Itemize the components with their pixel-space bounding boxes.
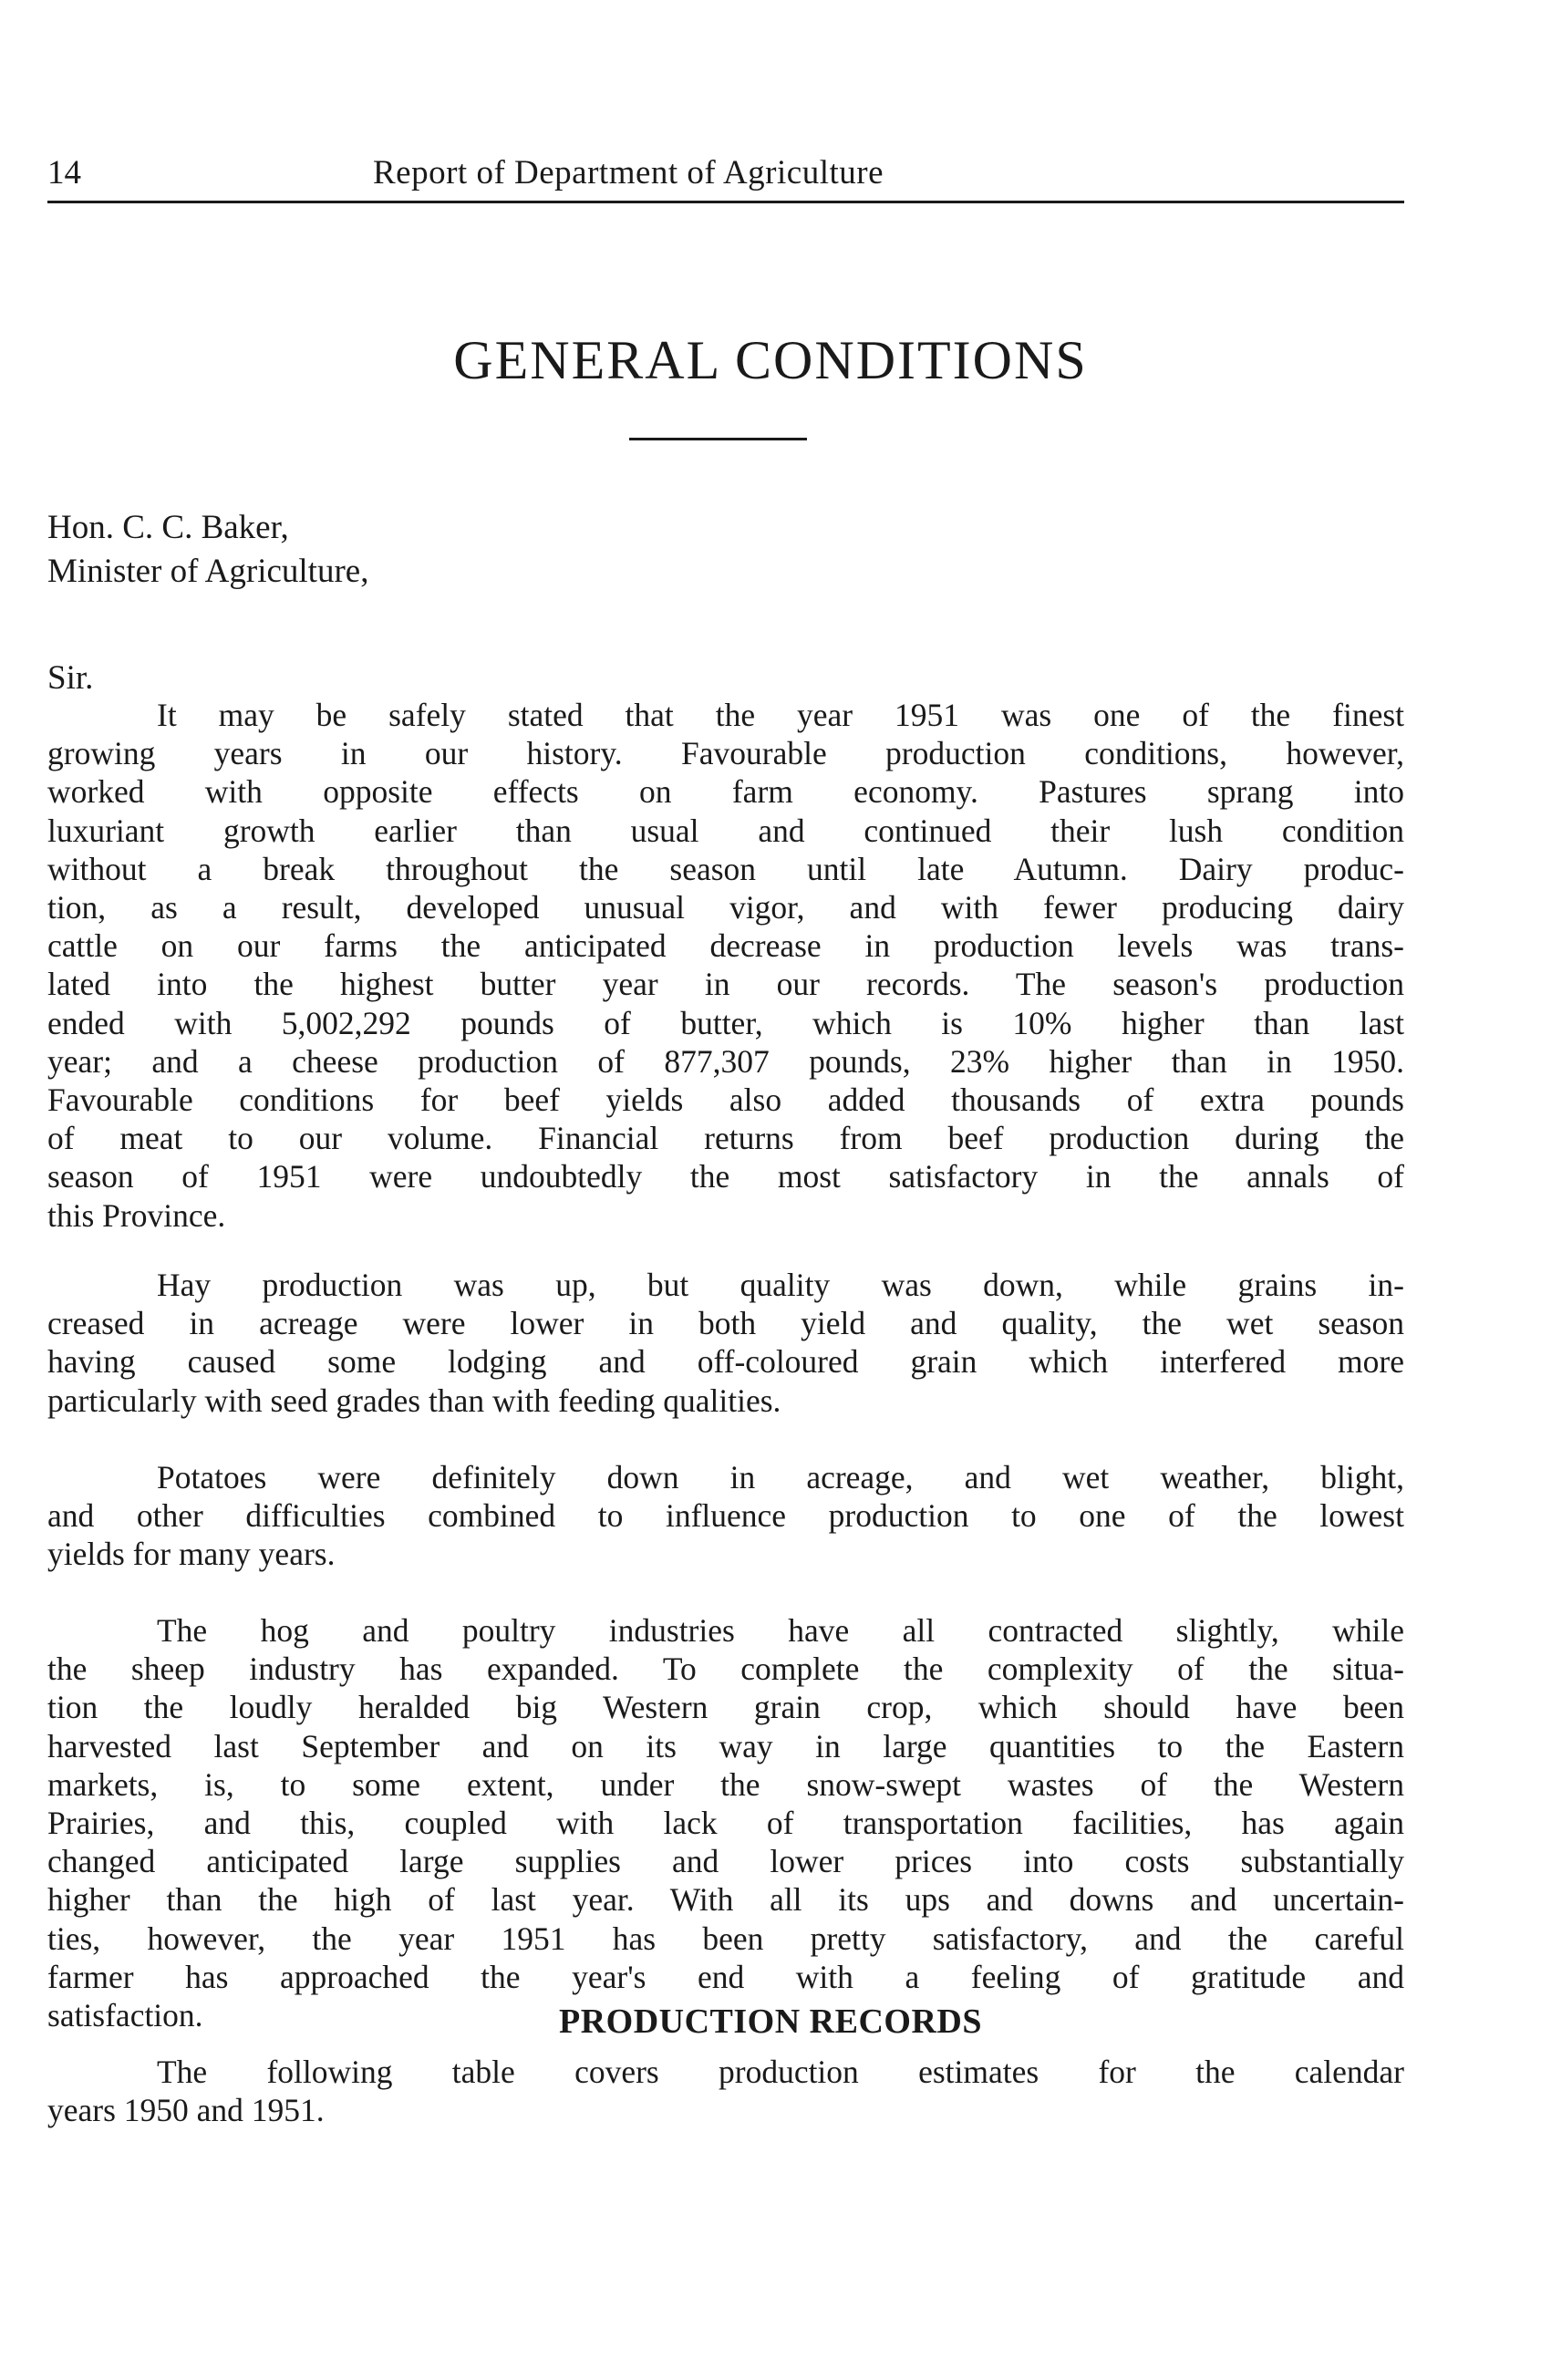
text-line: higher than the high of last year. With all its ups and downs and uncertain- [47, 1881, 1404, 1919]
text-line: luxuriant growth earlier than usual and continued their lush condition [47, 812, 1404, 849]
running-title: Report of Department of Agriculture [373, 154, 884, 191]
paragraph-hay-grains [47, 1266, 1404, 1420]
text-line: The hog and poultry industries have all contracted slightly, while [157, 1612, 1404, 1649]
text-line: having caused some lodging and off-coloured grain which interfered more [47, 1343, 1404, 1381]
text-line: worked with opposite effects on farm economy. Pastures sprang into [47, 773, 1404, 811]
text-line: this Province. [47, 1196, 226, 1234]
text-line: Potatoes were definitely down in acreage, and wet weather, blight, [157, 1459, 1404, 1495]
subheading-production-records: PRODUCTION RECORDS [559, 2002, 982, 2041]
text-line: Prairies, and this, coupled with lack of transportation facilities, has again [47, 1805, 1404, 1842]
text-line: tion the loudly heralded big Western grain crop, which should have been [47, 1689, 1404, 1726]
text-line: yields for many years. [47, 1536, 336, 1573]
address-line-title: Minister of Agriculture, [47, 553, 369, 590]
page-number: 14 [47, 154, 81, 191]
text-line: satisfaction. [47, 1997, 203, 2034]
text-line: years 1950 and 1951. [47, 2092, 325, 2129]
text-line: cattle on our farms the anticipated decrease in production levels was trans- [47, 927, 1404, 965]
text-line: tion, as a result, developed unusual vigor, and with fewer producing dairy [47, 889, 1404, 926]
text-line: ended with 5,002,292 pounds of butter, which is 10% higher than last [47, 1004, 1404, 1041]
text-line: year; and a cheese production of 877,307 pounds, 23% higher than in 1950. [47, 1042, 1404, 1080]
salutation: Sir. [47, 659, 94, 697]
text-line: season of 1951 were undoubtedly the most satisfactory in the annals of [47, 1158, 1404, 1195]
text-line: and other difficulties combined to influence production to one of the lowest [47, 1497, 1404, 1535]
section-title: GENERAL CONDITIONS [453, 330, 1088, 390]
text-line: Favourable conditions for beef yields also added thousands of extra pounds [47, 1081, 1404, 1119]
text-line: farmer has approached the year's end with a feeling of gratitude and [47, 1958, 1404, 1995]
text-line: changed anticipated large supplies and lower prices into costs substantially [47, 1843, 1404, 1880]
text-line: without a break throughout the season until late Autumn. Dairy produc- [47, 850, 1404, 887]
text-line: It may be safely stated that the year 1951 was one of the finest [157, 697, 1404, 733]
title-rule [629, 438, 807, 440]
text-line: markets, is, to some extent, under the snow-swept wastes of the Western [47, 1765, 1404, 1803]
address-line-name: Hon. C. C. Baker, [47, 509, 289, 546]
paragraph-livestock-grain [47, 1611, 1404, 2034]
text-line: the sheep industry has expanded. To complete the complexity of the situa- [47, 1650, 1404, 1688]
text-line: The following table covers production estimates for the calendar [157, 2054, 1404, 2090]
paragraph-general-conditions [47, 696, 1404, 1235]
text-line: lated into the highest butter year in our records. The season's production [47, 966, 1404, 1003]
paragraph-table-intro [47, 2053, 1404, 2129]
text-line: harvested last September and on its way in large quantities to the Eastern [47, 1727, 1404, 1764]
text-line: growing years in our history. Favourable production conditions, however, [47, 735, 1404, 772]
text-line: creased in acreage were lower in both yield and quality, the wet season [47, 1305, 1404, 1342]
paragraph-potatoes [47, 1458, 1404, 1574]
text-line: ties, however, the year 1951 has been pretty satisfactory, and the careful [47, 1920, 1404, 1957]
text-line: Hay production was up, but quality was down, while grains in- [157, 1267, 1404, 1303]
text-line: of meat to our volume. Financial returns from beef production during the [47, 1120, 1404, 1157]
running-header [47, 146, 1404, 203]
address-block [47, 506, 368, 594]
text-line: particularly with seed grades than with feeding qualities. [47, 1381, 781, 1419]
